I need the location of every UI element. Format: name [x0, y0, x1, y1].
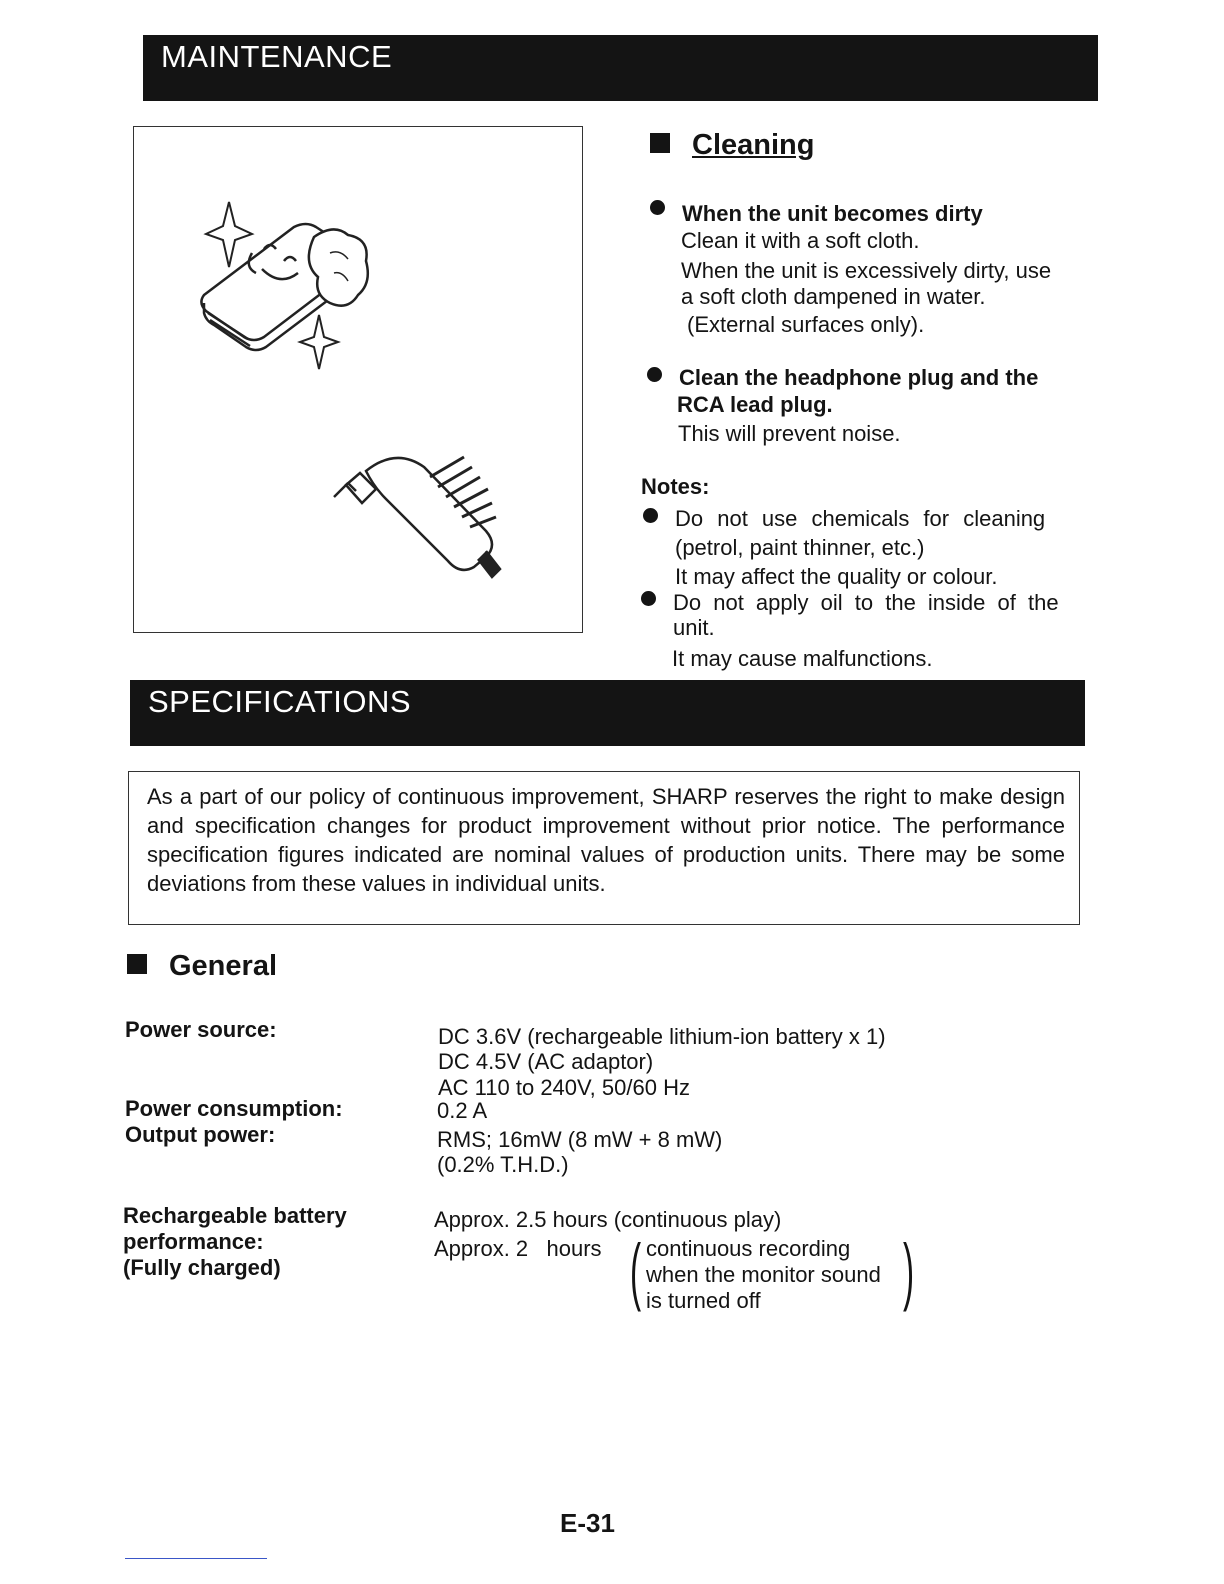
cleaning-illustration-drawing [134, 127, 584, 634]
bullet-square-icon [650, 133, 670, 153]
specifications-notice-box [128, 771, 1080, 925]
bullet-dot-icon [647, 367, 662, 382]
output-power-value: (0.2% T.H.D.) [437, 1152, 569, 1177]
headphone-plug-icon [334, 457, 500, 577]
specifications-title: SPECIFICATIONS [148, 684, 412, 719]
general-heading: General [127, 950, 277, 983]
cleaning-item-2-title: RCA lead plug. [677, 392, 833, 417]
power-consumption-value: 0.2 A [437, 1098, 488, 1123]
cleaning-item-1-title: When the unit becomes dirty [682, 201, 983, 226]
cleaning-item-2-line: This will prevent noise. [678, 421, 901, 446]
battery-label: Rechargeable battery [123, 1203, 347, 1228]
bullet-dot-icon [650, 200, 665, 215]
cleaning-heading: Cleaning [650, 129, 814, 162]
battery-record-value: continuous recording [646, 1236, 851, 1261]
cleaning-item-2-title: Clean the headphone plug and the [679, 365, 1039, 390]
power-source-value: DC 3.6V (rechargeable lithium-ion battery x 1) [438, 1024, 886, 1049]
cleaning-item-1-line: a soft cloth dampened in water. [681, 284, 986, 309]
specifications-header-bar [130, 680, 1085, 746]
cleaning-item-1-line: (External surfaces only). [687, 312, 925, 337]
note-1-line: (petrol, paint thinner, etc.) [675, 535, 925, 560]
note-2-line: Do not apply oil to the inside of the [673, 590, 1059, 615]
output-power-value: RMS; 16mW (8 mW + 8 mW) [437, 1127, 723, 1152]
page-number: E-31 [560, 1508, 615, 1538]
note-2-line: unit. [673, 615, 715, 640]
power-source-value: AC 110 to 240V, 50/60 Hz [438, 1075, 690, 1100]
sparkle-icon [206, 202, 252, 267]
brace-close-icon: ) [903, 1229, 915, 1312]
battery-record-prefix: Approx. 2 hours [434, 1236, 602, 1261]
battery-play-value: Approx. 2.5 hours (continuous play) [434, 1207, 782, 1232]
bullet-dot-icon [641, 591, 656, 606]
cleaning-illustration [133, 126, 583, 633]
note-2-line: It may cause malfunctions. [672, 646, 933, 671]
power-source-label: Power source: [125, 1017, 277, 1042]
battery-label: (Fully charged) [123, 1255, 281, 1280]
note-1-line: Do not use chemicals for cleaning [675, 506, 1046, 531]
bullet-dot-icon [643, 508, 658, 523]
specifications-notice-text: As a part of our policy of continuous improvement, SHARP reserves the right to make design and specification changes for product improvement without prior notice. The performance specification figures indicated are nominal values of production units. There may be some deviations from these values in individual units. [147, 784, 1065, 896]
output-power-label: Output power: [125, 1122, 276, 1147]
footer-divider [125, 1558, 267, 1559]
power-consumption-label: Power consumption: [125, 1096, 343, 1121]
note-1-line: It may affect the quality or colour. [675, 564, 998, 589]
cleaning-item-1-line: Clean it with a soft cloth. [681, 228, 920, 253]
sparkle-icon [300, 315, 338, 369]
maintenance-title: MAINTENANCE [161, 39, 393, 74]
notes-label: Notes: [641, 474, 710, 499]
power-source-value: DC 4.5V (AC adaptor) [438, 1049, 654, 1074]
maintenance-header-bar [143, 35, 1098, 101]
battery-record-value: when the monitor sound [646, 1262, 881, 1287]
bullet-square-icon [127, 954, 147, 974]
brace-open-icon: ( [630, 1229, 642, 1312]
battery-record-value: is turned off [646, 1288, 761, 1313]
battery-label: performance: [123, 1229, 264, 1254]
cleaning-item-1-line: When the unit is excessively dirty, use [681, 258, 1052, 283]
